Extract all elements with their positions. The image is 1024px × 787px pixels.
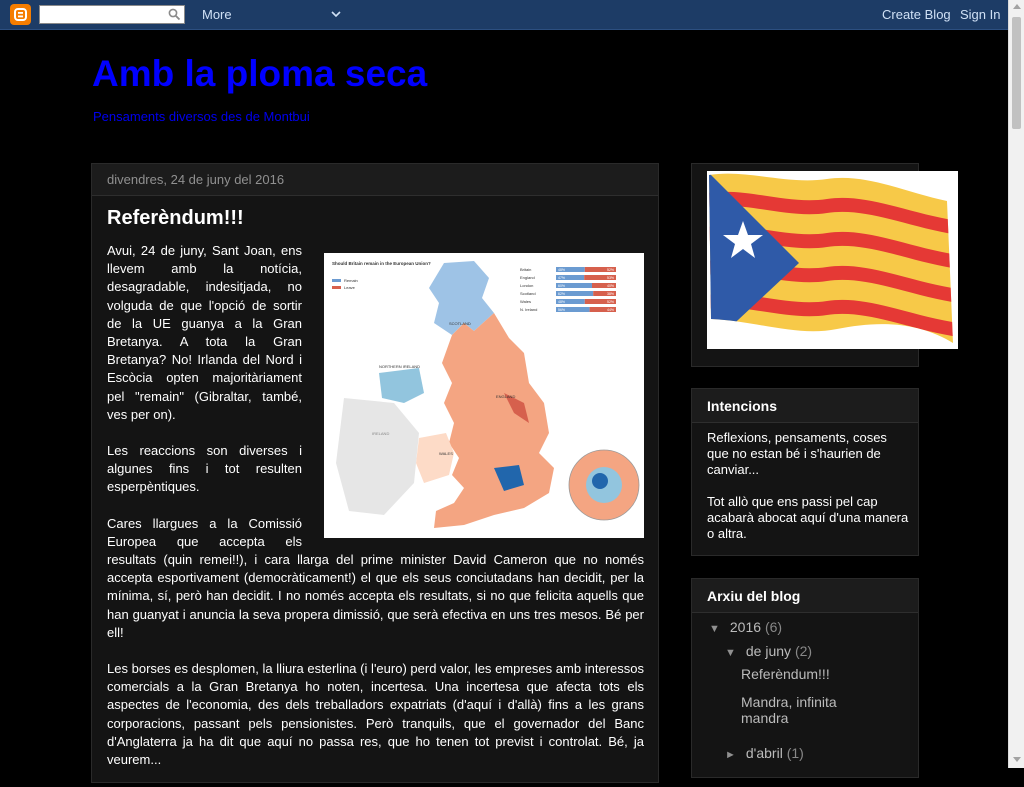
- archive-month-link[interactable]: d'abril: [745, 745, 783, 761]
- archive-month-link[interactable]: de juny: [745, 643, 792, 659]
- page-scrollbar[interactable]: [1008, 0, 1024, 768]
- map-label-scotland: SCOTLAND: [449, 321, 471, 326]
- post-paragraph: Les borses es desplomen, la lliura esterlina (i l'euro) perd valor, les empreses amb interessos comercials a la Gran Bretanya ho noten, incertesa. Una incertesa que afecta tots els aspectes de l'economia, des dels treballadors expatriats (d'aquí i d'allà) fins a les grans corporacions, passant pels pensionistes. Però tranquils, que el governador del Banc d'Anglaterra ja ha dit que aquí no passa res, que ho tenen tot previst i controlat. Bé, ja veurem...: [107, 661, 644, 768]
- brexit-map-image[interactable]: [324, 253, 644, 538]
- remain-value-label: 48%: [558, 268, 566, 272]
- archive-year-link[interactable]: 2016: [729, 619, 762, 635]
- map-label-england: ENGLAND: [496, 394, 516, 399]
- more-menu-link[interactable]: More: [202, 7, 232, 22]
- remain-value-label: 62%: [558, 292, 566, 296]
- post-panel: [91, 163, 659, 783]
- intencions-widget: [691, 388, 919, 556]
- intencions-paragraph: Reflexions, pensaments, coses que no estan bé i s'haurien de canviar...: [707, 430, 887, 477]
- search-input[interactable]: [39, 5, 185, 24]
- map-label-northern-ireland: NORTHERN IRELAND: [379, 364, 421, 369]
- map-question: Should Britain remain in the European Union?: [332, 261, 431, 266]
- archive-post-link[interactable]: [741, 694, 861, 726]
- scroll-thumb[interactable]: [1012, 17, 1021, 129]
- blog-title[interactable]: Amb la ploma seca: [92, 53, 428, 94]
- remain-value-label: 47%: [558, 276, 566, 280]
- sign-in-link[interactable]: Sign In: [960, 7, 1001, 22]
- archive-month-count: (2): [794, 643, 813, 659]
- blogger-logo-icon[interactable]: [10, 4, 31, 25]
- post-body: [107, 242, 644, 787]
- intencions-text: [707, 430, 912, 558]
- archive-widget: [691, 578, 919, 778]
- table-region-label: London: [520, 283, 534, 288]
- flag-widget: [691, 163, 919, 367]
- archive-month-row[interactable]: [725, 745, 804, 761]
- legend-remain-swatch: [332, 279, 341, 282]
- intencions-header: [692, 389, 918, 423]
- table-region-label: England: [520, 275, 535, 280]
- map-label-wales: WALES: [439, 451, 453, 456]
- chevron-down-icon[interactable]: [330, 8, 342, 20]
- legend-leave-label: Leave: [344, 285, 355, 290]
- leave-value-label: 40%: [607, 284, 615, 288]
- estelada-flag-image[interactable]: [707, 171, 958, 349]
- table-region-label: N. Ireland: [520, 307, 538, 312]
- post-title[interactable]: Referèndum!!!: [107, 207, 244, 229]
- archive-month-row[interactable]: [725, 643, 812, 659]
- leave-value-label: 44%: [607, 308, 615, 312]
- table-region-label: Wales: [520, 299, 531, 304]
- legend-remain-label: Remain: [344, 278, 358, 283]
- date-header: [92, 164, 658, 196]
- scroll-down-arrow-icon[interactable]: [1013, 757, 1021, 762]
- expand-toggle-icon[interactable]: ▼: [725, 647, 736, 659]
- table-region-label: Scotland: [520, 291, 536, 296]
- leave-value-label: 52%: [607, 300, 615, 304]
- scroll-up-arrow-icon[interactable]: [1013, 4, 1021, 9]
- archive-header: [692, 579, 918, 613]
- post-date: divendres, 24 de juny del 2016: [107, 172, 285, 187]
- post-paragraph: Cares llargues a la Comissió Europea que accepta els resultats (quin remei!!), i cara llarga del prime minister David Cameron que no només accepta esportivament (democràticament!) el que els seus conciutadans han decidit, per la mínima, sí, però han decidit. I no només accepta els resultats, si no que felicita aquells que han guanyat i anuncia la seva propera dimissió, que serà efectiva en uns tres mesos. Bé per ell!: [107, 515, 644, 640]
- table-region-label: Britain: [520, 267, 532, 272]
- blogger-navbar: [0, 0, 1008, 30]
- expand-toggle-icon[interactable]: ▼: [709, 623, 720, 635]
- post-paragraph: Les reaccions son diverses i algunes fins i tot resulten esperpèntiques.: [107, 443, 302, 495]
- leave-value-label: 52%: [607, 268, 615, 272]
- collapse-toggle-icon[interactable]: ►: [725, 749, 736, 761]
- archive-title: Arxiu del blog: [707, 588, 801, 604]
- archive-year-row[interactable]: [709, 619, 782, 635]
- intencions-paragraph: Tot allò que ens passi pel cap acabarà abocat aquí d'una manera o altra.: [707, 494, 909, 541]
- remain-value-label: 48%: [558, 300, 566, 304]
- post-paragraph: Avui, 24 de juny, Sant Joan, ens llevem amb la notícia, desagradable, indesitjada, no volguda de que l'opció de sortir de la UE guanya a la Gran Bretanya. A tota la Gran Bretanya? No! Irlanda del Nord i Escòcia opten majoritàriament pel "remain" (Gibraltar, també, ves per on).: [107, 243, 302, 422]
- legend-leave-swatch: [332, 286, 341, 289]
- leave-value-label: 38%: [607, 292, 615, 296]
- intencions-title: Intencions: [707, 398, 778, 414]
- remain-value-label: 56%: [558, 308, 566, 312]
- search-icon[interactable]: [168, 8, 181, 21]
- archive-post-link-label[interactable]: Mandra, infinita mandra: [741, 694, 837, 726]
- archive-month-count: (1): [786, 745, 804, 761]
- leave-value-label: 53%: [607, 276, 615, 280]
- create-blog-link[interactable]: Create Blog: [882, 7, 951, 22]
- archive-year-count: (6): [764, 619, 783, 635]
- remain-value-label: 60%: [558, 284, 566, 288]
- map-label-ireland: IRELAND: [372, 431, 390, 436]
- blog-description: Pensaments diversos des de Montbui: [93, 109, 310, 124]
- archive-post-link[interactable]: Referèndum!!!: [741, 666, 830, 682]
